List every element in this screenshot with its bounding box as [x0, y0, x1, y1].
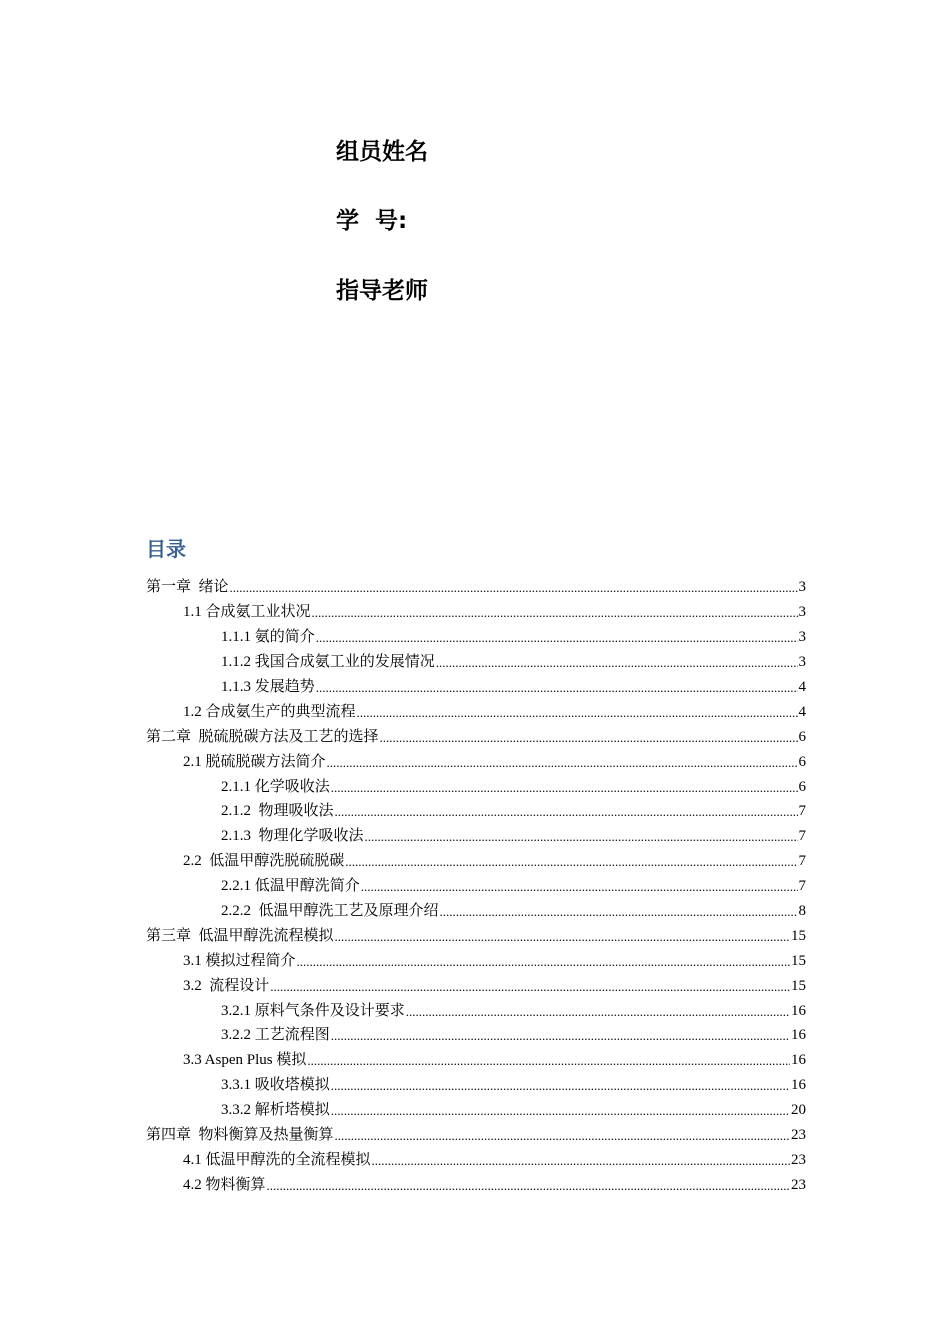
toc-entry[interactable]	[0, 849, 950, 874]
toc-dot-leader	[345, 852, 797, 872]
toc-entry-title: 第二章 脱硫脱碳方法及工艺的选择	[146, 728, 379, 745]
toc-entry-title: 第四章 物料衡算及热量衡算	[146, 1127, 334, 1144]
toc-entry-title: 3.3 Aspen Plus 模拟	[183, 1052, 307, 1069]
toc-dot-leader	[331, 1101, 790, 1121]
toc-entry-page: 6	[798, 753, 806, 770]
toc-entry[interactable]	[0, 575, 950, 600]
toc-dot-leader	[365, 827, 798, 847]
toc-dot-leader	[297, 952, 790, 972]
toc-dot-leader	[335, 927, 790, 947]
toc-entry-title: 3.1 模拟过程简介	[183, 952, 296, 969]
toc-entry-title: 3.2.1 原料气条件及设计要求	[221, 1002, 405, 1019]
toc-dot-leader	[357, 703, 798, 723]
toc-dot-leader	[312, 603, 798, 623]
toc-entry-title: 4.2 物料衡算	[183, 1176, 266, 1193]
toc-dot-leader	[331, 1076, 790, 1096]
toc-entry-page: 20	[791, 1102, 806, 1119]
toc-entry-page: 16	[791, 1077, 806, 1094]
toc-entry[interactable]	[0, 600, 950, 625]
toc-entry-title: 4.1 低温甲醇洗的全流程模拟	[183, 1151, 371, 1168]
toc-entry-page: 6	[798, 778, 806, 795]
toc-entry-title: 3.2.2 工艺流程图	[221, 1027, 330, 1044]
toc-entry-page: 7	[798, 828, 806, 845]
toc-entry[interactable]	[0, 998, 950, 1023]
toc-entry[interactable]	[0, 1147, 950, 1172]
toc-entry-page: 16	[791, 1027, 806, 1044]
toc-entry-page: 16	[791, 1052, 806, 1069]
toc-entry[interactable]	[0, 774, 950, 799]
toc-entry[interactable]	[0, 699, 950, 724]
toc-heading: 目录	[146, 537, 186, 561]
toc-dot-leader	[316, 628, 798, 648]
members-label: 组员姓名	[336, 139, 428, 165]
toc-entry-page: 3	[798, 654, 806, 671]
toc-entry-title: 1.1.2 我国合成氨工业的发展情况	[221, 654, 435, 671]
toc-dot-leader	[307, 1051, 790, 1071]
toc-dot-leader	[327, 753, 798, 773]
toc-entry[interactable]	[0, 1098, 950, 1123]
toc-entry-page: 15	[791, 977, 806, 994]
toc-entry[interactable]	[0, 899, 950, 924]
toc-entry-title: 2.2.2 低温甲醇洗工艺及原理介绍	[221, 903, 439, 920]
toc-entry-title: 2.1 脱硫脱碳方法简介	[183, 753, 326, 770]
toc-dot-leader	[436, 653, 798, 673]
toc-dot-leader	[331, 778, 798, 798]
toc-entry[interactable]	[0, 824, 950, 849]
toc-entry-page: 23	[791, 1176, 806, 1193]
toc-entry[interactable]	[0, 1023, 950, 1048]
toc-entry[interactable]	[0, 973, 950, 998]
toc-entry-page: 4	[798, 703, 806, 720]
toc-dot-leader	[372, 1151, 790, 1171]
toc-dot-leader	[361, 877, 798, 897]
toc-entry-page: 8	[798, 903, 806, 920]
toc-dot-leader	[267, 1176, 790, 1196]
toc-entry[interactable]	[0, 1172, 950, 1197]
table-of-contents	[0, 575, 950, 1197]
toc-entry-page: 3	[798, 629, 806, 646]
toc-entry-page: 23	[791, 1127, 806, 1144]
toc-entry-title: 3.2 流程设计	[183, 977, 270, 994]
toc-dot-leader	[270, 977, 790, 997]
toc-entry[interactable]	[0, 799, 950, 824]
toc-entry-page: 3	[798, 604, 806, 621]
toc-dot-leader	[380, 728, 798, 748]
toc-entry-page: 16	[791, 1002, 806, 1019]
toc-entry-title: 2.1.1 化学吸收法	[221, 778, 330, 795]
toc-entry-title: 2.1.2 物理吸收法	[221, 803, 334, 820]
toc-entry[interactable]	[0, 724, 950, 749]
toc-dot-leader	[335, 802, 798, 822]
toc-entry-page: 15	[791, 927, 806, 944]
toc-entry-page: 7	[798, 878, 806, 895]
toc-entry-page: 15	[791, 952, 806, 969]
toc-entry-title: 第一章 绪论	[146, 579, 229, 596]
student-id-label: 学 号:	[336, 208, 408, 234]
toc-entry-title: 2.2 低温甲醇洗脱硫脱碳	[183, 853, 345, 870]
toc-entry-title: 3.3.2 解析塔模拟	[221, 1102, 330, 1119]
toc-dot-leader	[230, 578, 798, 598]
toc-dot-leader	[331, 1026, 790, 1046]
advisor-label: 指导老师	[336, 278, 428, 304]
toc-dot-leader	[335, 1126, 790, 1146]
toc-entry[interactable]	[0, 749, 950, 774]
toc-entry-title: 1.1.3 发展趋势	[221, 679, 315, 695]
toc-entry-title: 2.2.1 低温甲醇洗简介	[221, 878, 360, 895]
toc-entry-title: 3.3.1 吸收塔模拟	[221, 1077, 330, 1094]
toc-entry-page: 3	[798, 579, 806, 596]
toc-dot-leader	[406, 1002, 790, 1022]
toc-entry[interactable]	[0, 1123, 950, 1148]
toc-dot-leader	[440, 902, 798, 922]
toc-entry-title: 1.2 合成氨生产的典型流程	[183, 703, 356, 720]
toc-entry-title: 第三章 低温甲醇洗流程模拟	[146, 927, 334, 944]
toc-entry[interactable]	[0, 1073, 950, 1098]
toc-entry[interactable]	[0, 625, 950, 650]
toc-entry-page: 4	[798, 679, 806, 695]
toc-entry[interactable]	[0, 1048, 950, 1073]
toc-entry[interactable]	[0, 675, 950, 700]
toc-entry[interactable]	[0, 650, 950, 675]
toc-entry-title: 2.1.3 物理化学吸收法	[221, 828, 364, 845]
toc-entry-page: 23	[791, 1151, 806, 1168]
toc-entry-title: 1.1 合成氨工业状况	[183, 604, 311, 621]
toc-entry-title: 1.1.1 氨的简介	[221, 629, 315, 646]
toc-entry-page: 7	[798, 853, 806, 870]
toc-entry[interactable]	[0, 874, 950, 899]
toc-entry-page: 6	[798, 728, 806, 745]
toc-entry[interactable]	[0, 948, 950, 973]
toc-dot-leader	[316, 678, 798, 698]
toc-entry-page: 7	[798, 803, 806, 820]
toc-entry[interactable]	[0, 923, 950, 948]
